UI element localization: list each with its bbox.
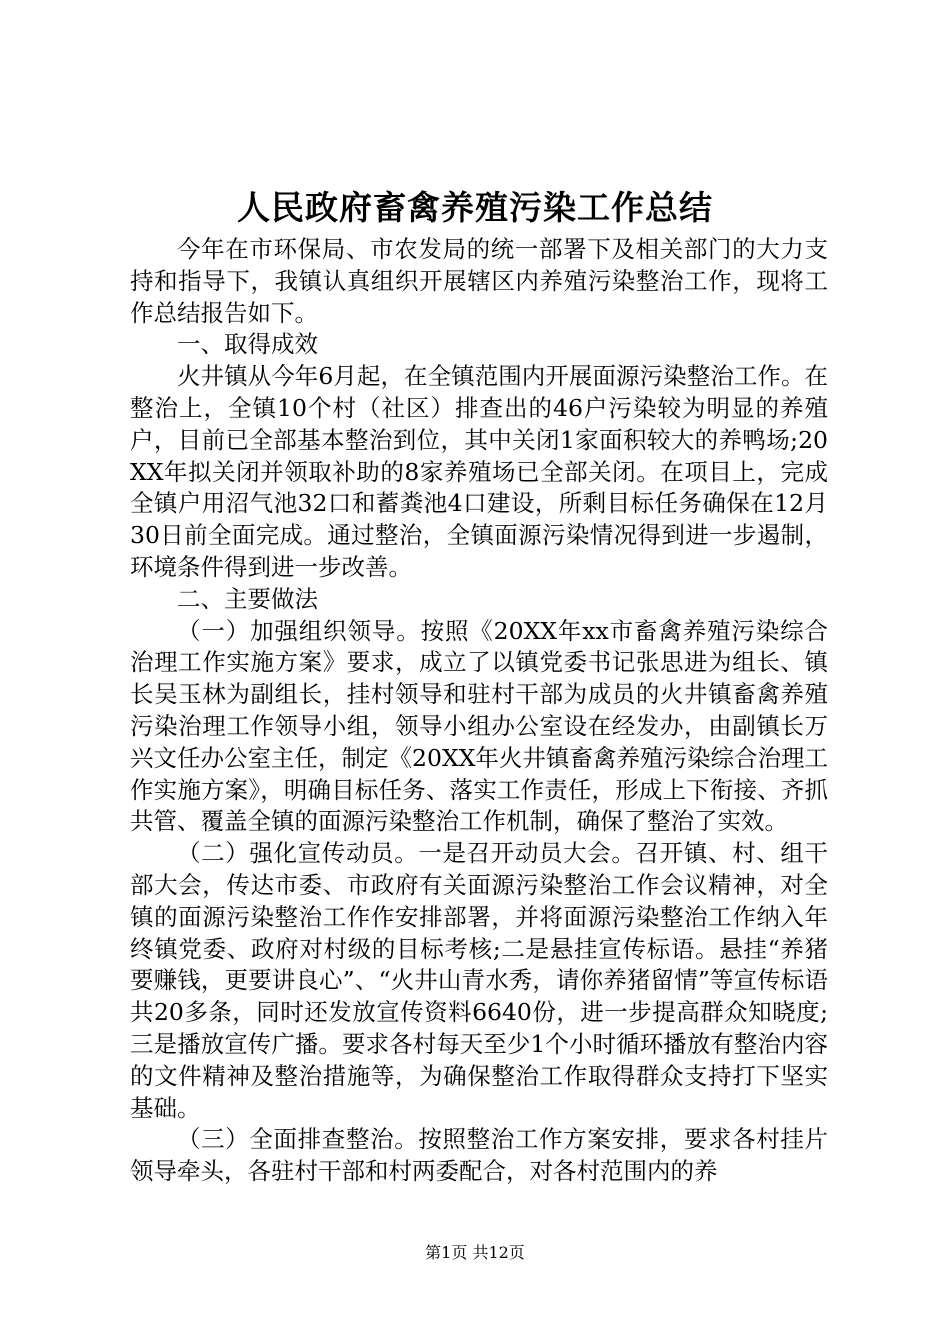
- results-paragraph: 火井镇从今年6月起，在全镇范围内开展面源污染整治工作。在整治上，全镇10个村（社区）排查出的46户污染较为明显的养殖户，目前已全部基本整治到位，其中关闭1家面积较大的养鸭场;20XX年拟关闭并领取补助的8家养殖场已全部关闭。在项目上，完成全镇户用沼气池32口和蓄粪池4口建设，所剩目标任务确保在12月30日前全面完成。通过整治，全镇面源污染情况得到进一步遏制，环境条件得到进一步改善。: [130, 362, 828, 581]
- method-paragraph-1: （一）加强组织领导。按照《20XX年xx市畜禽养殖污染综合治理工作实施方案》要求，成立了以镇党委书记张思进为组长、镇长吴玉林为副组长，挂村领导和驻村干部为成员的火井镇畜禽养殖污染治理工作领导小组，领导小组办公室设在经发办，由副镇长万兴文任办公室主任，制定《20XX年火井镇畜禽养殖污染综合治理工作实施方案》，明确目标任务、落实工作责任，形成上下衔接、齐抓共管、覆盖全镇的面源污染整治工作机制，确保了整治了实效。: [130, 616, 828, 836]
- document-title: 人民政府畜禽养殖污染工作总结: [237, 188, 713, 227]
- method-paragraph-2: （二）强化宣传动员。一是召开动员大会。召开镇、村、组干部大会，传达市委、市政府有关面源污染整治工作会议精神，对全镇的面源污染整治工作作安排部署，并将面源污染整治工作纳入年终镇党委、政府对村级的目标考核;二是悬挂宣传标语。悬挂“养猪要赚钱，更要讲良心”、“火井山青水秀，请你养猪留情”等宣传标语共20多条，同时还发放宣传资料6640份，进一步提高群众知晓度;三是播放宣传广播。要求各村每天至少1个小时循环播放有整治内容的文件精神及整治措施等，为确保整治工作取得群众支持打下坚实基础。: [130, 839, 828, 1122]
- section-heading-results: 一、取得成效: [177, 330, 318, 359]
- intro-paragraph: 今年在市环保局、市农发局的统一部署下及相关部门的大力支持和指导下，我镇认真组织开展辖区内养殖污染整治工作，现将工作总结报告如下。: [130, 235, 828, 327]
- document-body: [130, 234, 828, 1188]
- page-number-footer: 第1页 共12页: [425, 1243, 525, 1262]
- method-paragraph-3: （三）全面排查整治。按照整治工作方案安排，要求各村挂片领导牵头，各驻村干部和村两委配合，对各村范围内的养: [130, 1125, 828, 1186]
- section-heading-methods: 二、主要做法: [177, 584, 318, 613]
